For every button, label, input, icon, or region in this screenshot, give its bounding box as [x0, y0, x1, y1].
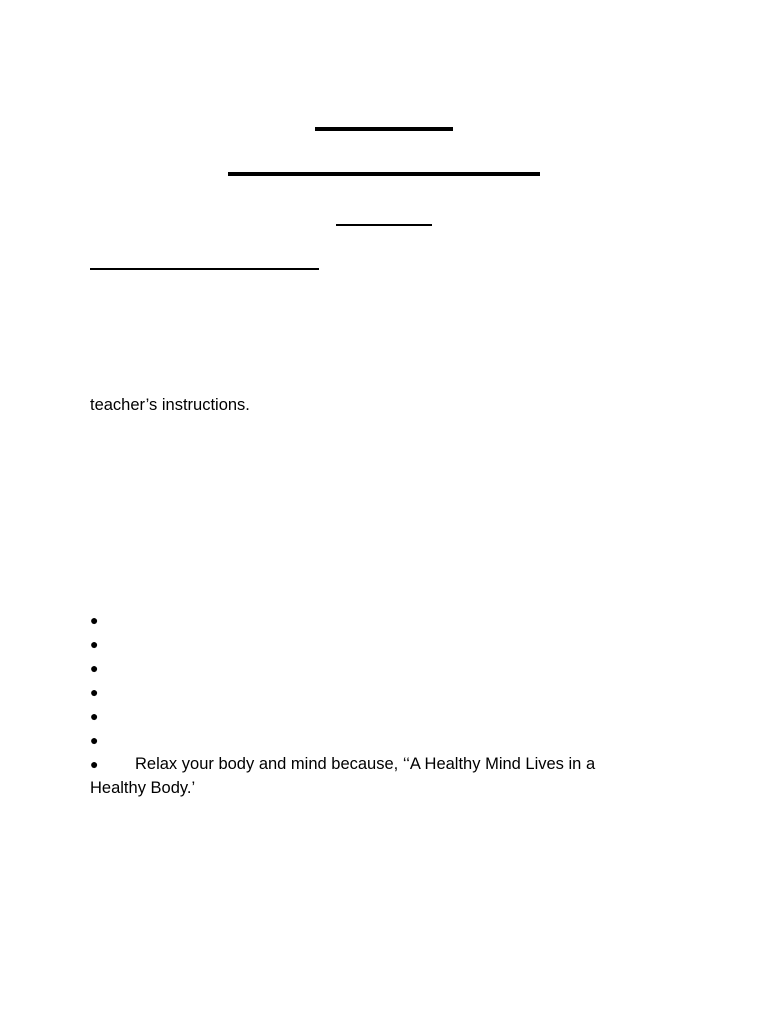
title-underline-line-1	[315, 127, 453, 131]
instructions-text: teacher’s instructions.	[90, 396, 250, 414]
list-item-relax	[90, 752, 650, 800]
list-bullet-4: ●	[90, 684, 99, 700]
list-item-text: Relax your body and mind because, ‘‘A Healthy Mind Lives in a Healthy Body.’	[90, 755, 596, 797]
title-underline-line-3	[336, 224, 432, 226]
list-bullet-1: ●	[90, 612, 99, 628]
list-bullet-7: ●	[90, 756, 99, 772]
section-heading-underline	[90, 268, 319, 270]
title-underline-line-2	[228, 172, 540, 176]
list-bullet-3: ●	[90, 660, 99, 676]
list-bullet-6: ●	[90, 732, 99, 748]
list-bullet-2: ●	[90, 636, 99, 652]
list-bullet-5: ●	[90, 708, 99, 724]
